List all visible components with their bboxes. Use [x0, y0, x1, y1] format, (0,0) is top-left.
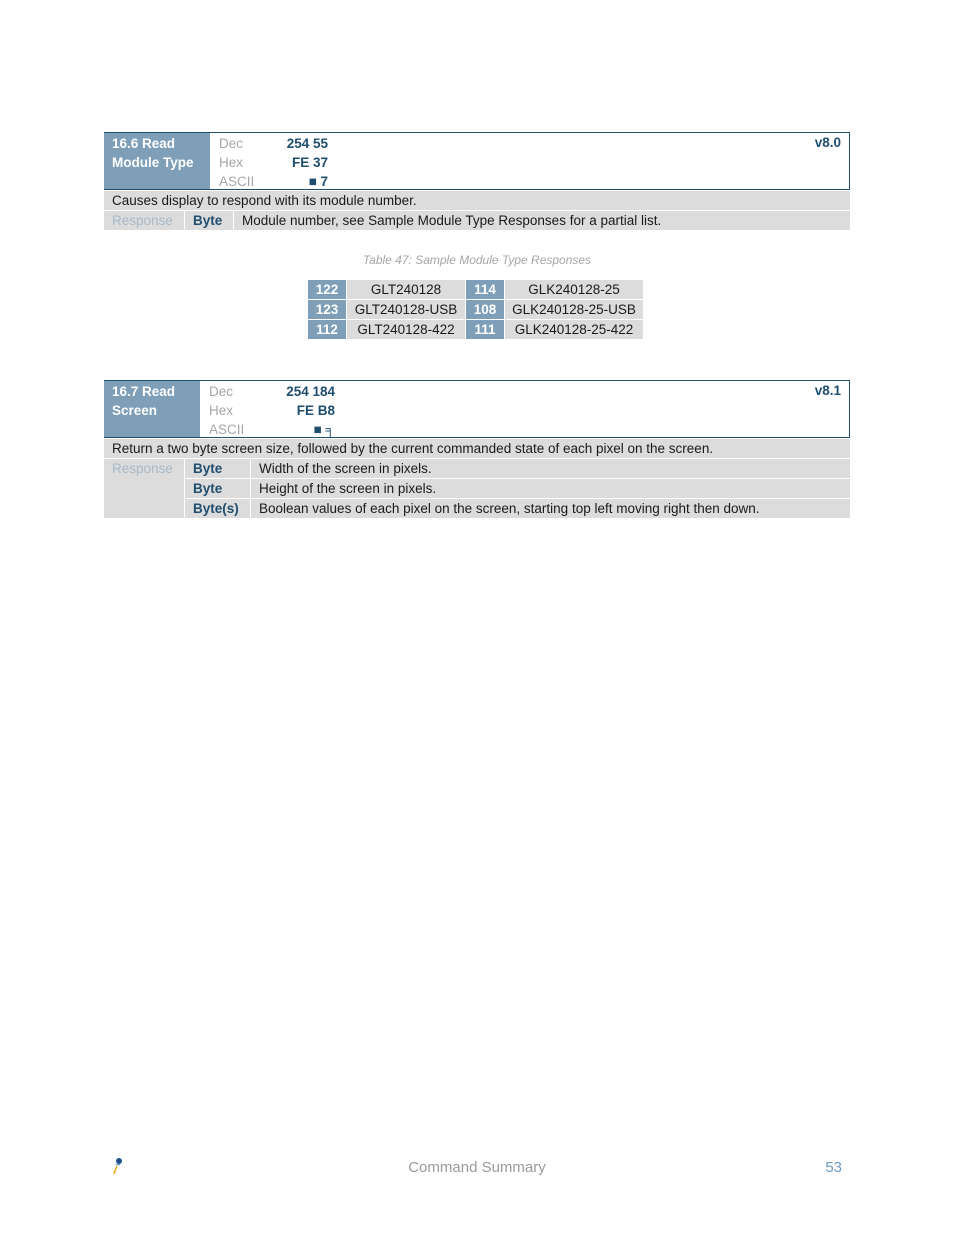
response-section: [104, 458, 850, 518]
dec-label: Dec: [219, 136, 244, 151]
command-header: [104, 380, 850, 438]
command-title-line1: 16.7 Read: [112, 384, 176, 399]
response-type: Byte: [185, 211, 234, 230]
command-description: Causes display to respond with its module number.: [104, 190, 850, 210]
response-label: Response: [104, 211, 184, 230]
dec-label: Dec: [209, 384, 234, 399]
module-name: GLT240128-USB: [347, 300, 466, 320]
footer-section-title: Command Summary: [408, 1159, 546, 1176]
module-name: GLK240128-25: [505, 280, 644, 300]
response-text: Boolean values of each pixel on the screen, starting top left moving right then down.: [251, 499, 850, 518]
dec-value: 254 184: [286, 384, 335, 399]
table-caption: Table 47: Sample Module Type Responses: [362, 253, 592, 267]
module-number: 108: [466, 300, 505, 320]
command-title-line1: 16.6 Read: [112, 136, 176, 151]
module-number: 111: [466, 320, 505, 340]
command-codes: [210, 133, 849, 189]
module-name: GLK240128-25-422: [505, 320, 644, 340]
command-codes: [200, 381, 849, 437]
response-type: Byte: [185, 479, 251, 498]
response-label: Response: [104, 459, 184, 518]
hex-value: FE 37: [291, 155, 328, 170]
command-title-line2: Module Type: [112, 155, 194, 170]
hex-value: FE B8: [296, 403, 335, 418]
module-number: 123: [308, 300, 347, 320]
command-description: Return a two byte screen size, followed by the current commanded state of each pixel on the screen.: [104, 438, 850, 458]
command-header: [104, 132, 850, 190]
response-text: Module number, see Sample Module Type Responses for a partial list.: [234, 211, 850, 230]
ascii-label: ASCII: [219, 174, 255, 189]
module-name: GLK240128-25-USB: [505, 300, 644, 320]
version-badge: v8.1: [814, 383, 841, 398]
module-type-table: [307, 279, 644, 340]
response-section: [104, 210, 850, 230]
page-number: 53: [825, 1159, 842, 1176]
response-text: Height of the screen in pixels.: [251, 479, 850, 498]
module-number: 114: [466, 280, 505, 300]
ascii-label: ASCII: [209, 422, 245, 437]
table-row: [308, 300, 644, 320]
command-title-line2: Screen: [112, 403, 158, 418]
module-name: GLT240128: [347, 280, 466, 300]
dec-value: 254 55: [286, 136, 328, 151]
response-row: [184, 211, 850, 230]
response-row: [184, 478, 850, 498]
table-row: [308, 280, 644, 300]
module-number: 122: [308, 280, 347, 300]
module-name: GLT240128-422: [347, 320, 466, 340]
ascii-value: ■ 7: [308, 174, 328, 189]
table-row: [308, 320, 644, 340]
version-badge: v8.0: [814, 135, 841, 150]
response-row: [184, 459, 850, 478]
response-type: Byte(s): [185, 499, 251, 518]
ascii-value: ■ ╕: [313, 422, 335, 437]
response-text: Width of the screen in pixels.: [251, 459, 850, 478]
command-block-read-module-type: [104, 132, 850, 230]
command-block-read-screen: [104, 380, 850, 518]
hex-label: Hex: [209, 403, 234, 418]
command-title: [104, 133, 210, 189]
response-type: Byte: [185, 459, 251, 478]
hex-label: Hex: [219, 155, 244, 170]
response-row: [184, 498, 850, 518]
command-title: [104, 381, 200, 437]
module-number: 112: [308, 320, 347, 340]
